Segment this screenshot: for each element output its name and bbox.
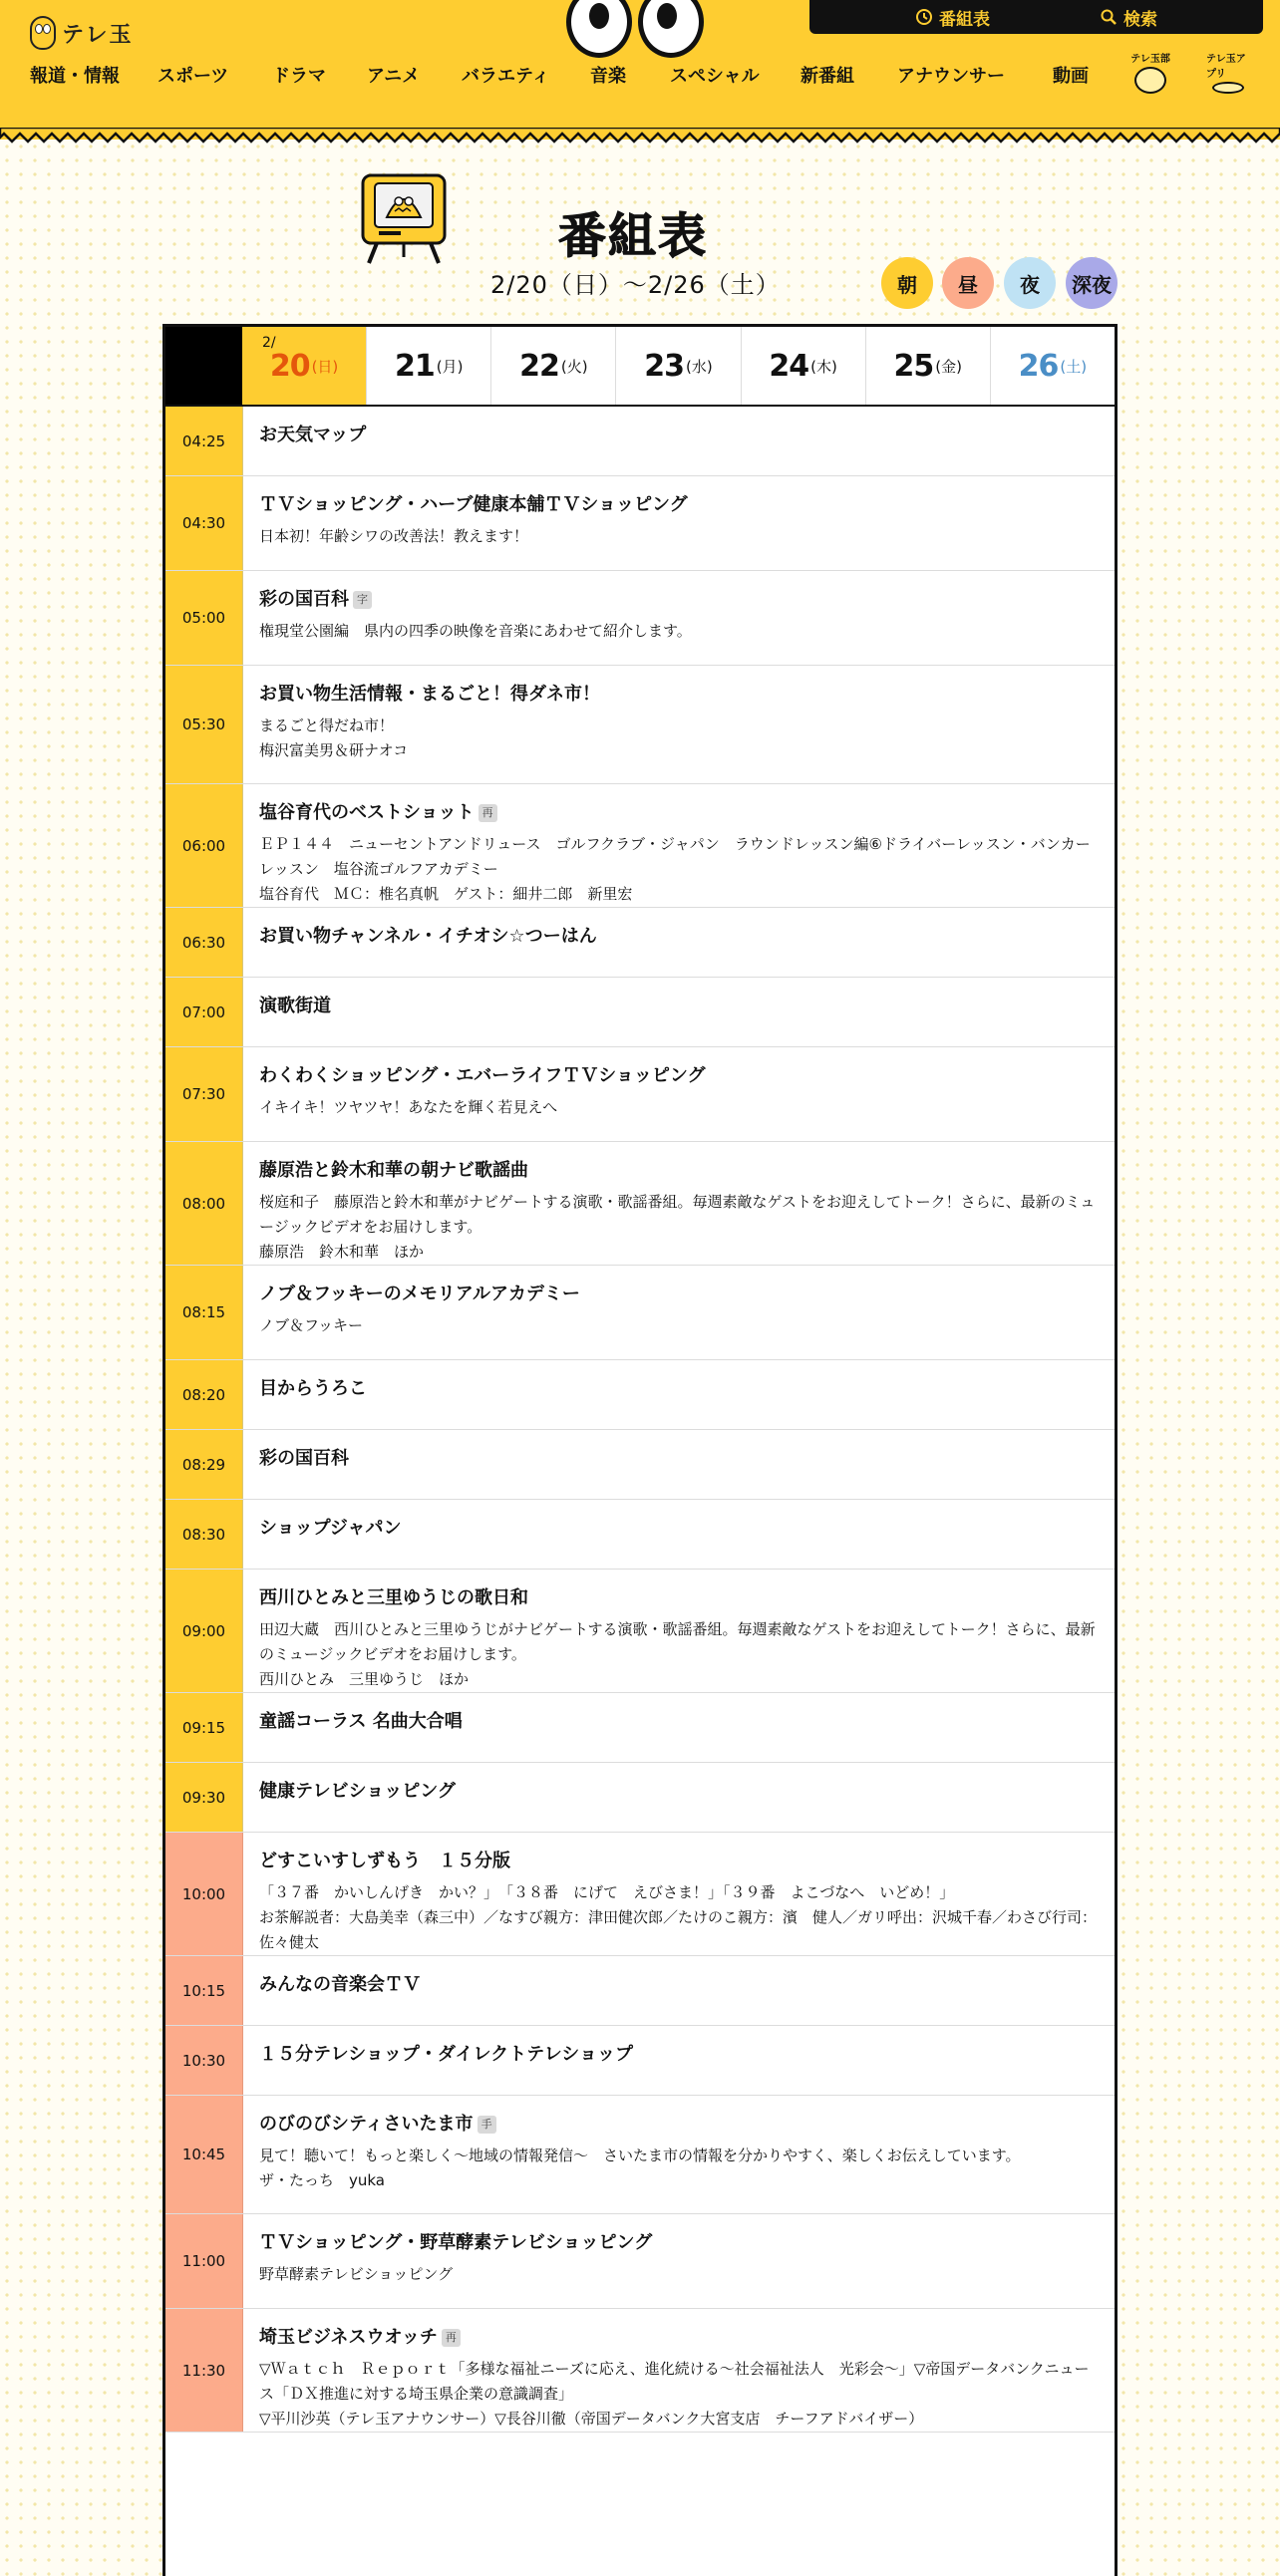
program-description-line: 梅沢富美男＆研ナオコ — [259, 741, 409, 759]
program-description-line: 野草酵素テレビショッピング — [259, 2265, 454, 2283]
program-title[interactable]: 西川ひとみと三里ゆうじの歌日和 — [259, 1587, 528, 1608]
program-info — [243, 2214, 1115, 2308]
program-description — [259, 832, 1099, 907]
date-tab-day: 23 — [644, 348, 684, 384]
program-title-wrap — [259, 1446, 1099, 1472]
program-info — [243, 1833, 1115, 1955]
date-tab-weekday: (火) — [560, 357, 588, 376]
schedule-table — [162, 324, 1118, 2576]
program-title[interactable]: のびのびシティさいたま市 — [259, 2114, 474, 2135]
program-description-line: ノブ＆フッキー — [259, 1316, 363, 1334]
club-mascot-icon — [1134, 67, 1166, 94]
program-start-time: 08:00 — [165, 1142, 243, 1265]
program-row[interactable] — [165, 666, 1115, 784]
program-title-wrap — [259, 1282, 1099, 1307]
program-row[interactable] — [165, 908, 1115, 978]
date-tab-weekday: (金) — [935, 357, 962, 376]
program-description — [259, 2262, 1099, 2287]
date-tab-month: 2/ — [262, 335, 276, 351]
date-tab-weekday: (月) — [436, 357, 464, 376]
program-title-wrap — [259, 1063, 1099, 1089]
program-info — [243, 1570, 1115, 1692]
program-title-wrap — [259, 1779, 1099, 1805]
program-start-time: 11:30 — [165, 2309, 243, 2432]
program-start-time: 10:45 — [165, 2096, 243, 2213]
time-of-day-day-button[interactable]: 昼 — [942, 257, 994, 309]
program-tag-badge: 再 — [442, 2329, 461, 2347]
program-start-time: 05:30 — [165, 666, 243, 783]
program-info — [243, 407, 1115, 475]
program-info — [243, 2096, 1115, 2213]
program-title-wrap — [259, 682, 1099, 708]
program-row[interactable] — [165, 1763, 1115, 1833]
nav-item-music[interactable]: 音楽 — [590, 66, 626, 87]
program-title[interactable]: お買い物チャンネル・イチオシ☆つーはん — [259, 926, 597, 947]
program-title[interactable]: お買い物生活情報・まるごと！得ダネ市！ — [259, 684, 600, 705]
program-title-wrap — [259, 587, 1099, 613]
program-start-time: 06:30 — [165, 908, 243, 977]
header-zigzag-edge — [0, 128, 1280, 149]
program-title-wrap — [259, 1849, 1099, 1874]
nav-item-sports[interactable]: スポーツ — [158, 66, 229, 87]
date-tab-21[interactable] — [366, 327, 490, 405]
program-description — [259, 1880, 1099, 1955]
program-title[interactable]: 彩の国百科 — [259, 1448, 349, 1469]
program-row[interactable] — [165, 476, 1115, 571]
program-title[interactable]: 彩の国百科 — [259, 589, 349, 610]
program-start-time: 10:30 — [165, 2026, 243, 2095]
program-description-line: ザ・たっち yuka — [259, 2171, 385, 2189]
date-header — [165, 327, 1115, 407]
site-logo[interactable] — [30, 16, 134, 50]
program-tag-badge: 手 — [478, 2116, 496, 2134]
nav-item-videos[interactable]: 動画 — [1053, 66, 1089, 87]
program-row[interactable] — [165, 978, 1115, 1047]
program-row[interactable] — [165, 1500, 1115, 1570]
date-tab-day: 22 — [519, 348, 559, 384]
nav-item-variety[interactable]: バラエティ — [462, 66, 550, 87]
program-info — [243, 571, 1115, 665]
program-title-wrap — [259, 1158, 1099, 1184]
program-title-wrap — [259, 2230, 1099, 2256]
program-description-line: 藤原浩 鈴木和華 ほか — [259, 1243, 425, 1261]
program-description — [259, 619, 1099, 644]
date-tab-day: 20 — [269, 348, 310, 384]
program-start-time: 10:15 — [165, 1956, 243, 2025]
program-info — [243, 1763, 1115, 1832]
program-description — [259, 1313, 1099, 1338]
date-tab-day: 26 — [1018, 348, 1059, 384]
date-tab-22[interactable] — [490, 327, 615, 405]
teletama-club-badge[interactable] — [1128, 50, 1172, 94]
right-eye-icon — [638, 0, 704, 58]
date-tab-20[interactable] — [242, 327, 366, 405]
program-row[interactable] — [165, 1430, 1115, 1500]
program-description-line: 日本初！年齢シワの改善法！教えます！ — [259, 527, 529, 545]
search-link[interactable] — [1100, 5, 1157, 30]
program-title[interactable]: 埼玉ビジネスウオッチ — [259, 2327, 438, 2348]
program-title[interactable]: ショップジャパン — [259, 1518, 402, 1539]
program-description-line: お茶解説者：大島美幸（森三中）／なすび親方：津田健次郎／たけのこ親方：濱 健人／ガリ呼出：沢城千春／わさび行司：佐々健太 — [259, 1908, 1098, 1951]
program-start-time: 10:00 — [165, 1833, 243, 1955]
program-info — [243, 1266, 1115, 1359]
program-tag-badge: 再 — [479, 804, 497, 822]
mascot-icon — [30, 16, 56, 50]
program-title-wrap — [259, 1516, 1099, 1542]
program-title-wrap — [259, 492, 1099, 518]
program-tag-badge: 字 — [353, 591, 372, 609]
program-row[interactable] — [165, 2096, 1115, 2214]
date-tab-day: 21 — [394, 348, 435, 384]
program-info — [243, 666, 1115, 783]
program-row[interactable] — [165, 2309, 1115, 2433]
program-title[interactable]: 藤原浩と鈴木和華の朝ナビ歌謡曲 — [259, 1160, 528, 1181]
program-title-wrap — [259, 2325, 1099, 2351]
program-row[interactable] — [165, 1833, 1115, 1956]
search-icon — [1100, 8, 1118, 26]
program-description-line: 田辺大蔵 西川ひとみと三里ゆうじがナビゲートする演歌・歌謡番組。毎週素敵なゲストをお迎えしてトーク！さらに、最新のミュージックビデオをお届けします。 — [259, 1620, 1096, 1663]
program-start-time: 08:15 — [165, 1266, 243, 1359]
mascot-eyes — [566, 0, 704, 58]
program-info — [243, 1430, 1115, 1499]
program-info — [243, 476, 1115, 570]
date-tab-weekday: (木) — [810, 357, 837, 376]
program-start-time: 04:30 — [165, 476, 243, 570]
program-title-wrap — [259, 994, 1099, 1019]
program-title[interactable]: わくわくショッピング・エバーライフＴＶショッピング — [259, 1065, 706, 1086]
page-title: 番組表 — [558, 208, 709, 264]
program-info — [243, 2309, 1115, 2432]
app-phone-icon — [1212, 82, 1244, 94]
search-link-label: 検索 — [1123, 9, 1157, 30]
date-tab-23[interactable] — [615, 327, 740, 405]
program-row[interactable] — [165, 1047, 1115, 1142]
program-description-line: 桜庭和子 藤原浩と鈴木和華がナビゲートする演歌・歌謡番組。毎週素敵なゲストをお迎えしてトーク！さらに、最新のミュージックビデオをお届けします。 — [259, 1193, 1096, 1236]
program-info — [243, 1693, 1115, 1762]
date-range: 2/20（日）〜2/26（土） — [490, 271, 781, 299]
program-title[interactable]: １５分テレショップ・ダイレクトテレショップ — [259, 2044, 633, 2065]
program-info — [243, 978, 1115, 1046]
logo-text: テレ玉 — [62, 22, 134, 48]
nav-item-special[interactable]: スペシャル — [670, 66, 760, 87]
tv-mascot-icon — [353, 167, 455, 269]
program-row[interactable] — [165, 2026, 1115, 2096]
program-description-line: まるごと得だね市！ — [259, 716, 395, 734]
time-of-day-morning-button[interactable]: 朝 — [881, 257, 933, 309]
program-start-time: 11:00 — [165, 2214, 243, 2308]
program-info — [243, 1360, 1115, 1429]
schedule-link[interactable] — [915, 5, 990, 30]
time-of-day-night-button[interactable]: 夜 — [1004, 257, 1056, 309]
program-description-line: ▽Ｗａｔｃｈ Ｒｅｐｏｒｔ「多様な福祉ニーズに応え、進化続ける～社会福祉法人 光彩会～」▽帝国データバンクニュース「ＤＸ推進に対する埼玉県企業の意識調査」 — [259, 2360, 1090, 2403]
program-start-time: 09:00 — [165, 1570, 243, 1692]
program-description-line: ▽平川沙英（テレ玉アナウンサー）▽長谷川徹（帝国データバンク大宮支店 チーフアドバイザー） — [259, 2410, 924, 2428]
clock-icon — [915, 8, 933, 26]
program-title[interactable]: お天気マップ — [259, 425, 367, 445]
schedule-link-label: 番組表 — [939, 9, 990, 30]
program-row[interactable] — [165, 2214, 1115, 2309]
program-description-line: 権現堂公園編 県内の四季の映像を音楽にあわせて紹介します。 — [259, 622, 692, 640]
program-title-wrap — [259, 1709, 1099, 1735]
nav-item-announcers[interactable]: アナウンサー — [897, 66, 1005, 87]
left-eye-icon — [566, 0, 632, 58]
program-info — [243, 1500, 1115, 1569]
program-title-wrap — [259, 2042, 1099, 2068]
program-start-time: 04:25 — [165, 407, 243, 475]
program-row[interactable] — [165, 1956, 1115, 2026]
teletama-app-badge[interactable] — [1206, 50, 1250, 94]
program-start-time: 07:00 — [165, 978, 243, 1046]
date-header-corner — [165, 327, 242, 405]
date-tab-24[interactable] — [741, 327, 865, 405]
badge-label: テレ玉アプリ — [1206, 54, 1246, 80]
date-tab-weekday: (日) — [311, 357, 339, 376]
date-tab-26[interactable] — [990, 327, 1115, 405]
nav-item-new-programs[interactable]: 新番組 — [800, 66, 854, 87]
program-title-wrap — [259, 2112, 1099, 2138]
program-info — [243, 1142, 1115, 1265]
nav-item-anime[interactable]: アニメ — [367, 66, 421, 87]
program-start-time: 06:00 — [165, 784, 243, 907]
program-description — [259, 2357, 1099, 2432]
program-title[interactable]: みんなの音楽会ＴＶ — [259, 1974, 421, 1995]
program-title[interactable]: 目からうろこ — [259, 1378, 367, 1399]
program-description-line: 見て！聴いて！もっと楽しく～地域の情報発信～ さいたま市の情報を分かりやすく、楽しくお伝えしています。 — [259, 2147, 1021, 2164]
program-info — [243, 784, 1115, 907]
nav-item-drama[interactable]: ドラマ — [272, 66, 326, 87]
program-row[interactable] — [165, 1360, 1115, 1430]
program-info — [243, 2026, 1115, 2095]
program-start-time: 09:30 — [165, 1763, 243, 1832]
program-row[interactable] — [165, 407, 1115, 476]
site-header — [0, 0, 1280, 140]
program-description — [259, 1095, 1099, 1120]
program-title[interactable]: ＴＶショッピング・ハーブ健康本舗ＴＶショッピング — [259, 494, 688, 515]
date-tab-25[interactable] — [865, 327, 990, 405]
program-title[interactable]: 健康テレビショッピング — [259, 1781, 456, 1802]
program-description — [259, 714, 1099, 763]
program-list — [165, 407, 1115, 2433]
program-start-time: 05:00 — [165, 571, 243, 665]
program-start-time: 09:15 — [165, 1693, 243, 1762]
program-title[interactable]: どすこいすしずもう １５分版 — [259, 1851, 510, 1871]
time-of-day-late-night-button[interactable]: 深夜 — [1066, 257, 1118, 309]
program-description-line: 西川ひとみ 三里ゆうじ ほか — [259, 1670, 470, 1688]
program-row[interactable] — [165, 571, 1115, 666]
program-info — [243, 1047, 1115, 1141]
top-utility-bar — [809, 0, 1263, 34]
program-start-time: 08:29 — [165, 1430, 243, 1499]
program-title-wrap — [259, 924, 1099, 950]
program-row[interactable] — [165, 1570, 1115, 1693]
program-start-time: 08:20 — [165, 1360, 243, 1429]
date-tab-weekday: (水) — [686, 357, 713, 376]
program-title-wrap — [259, 1972, 1099, 1998]
program-description-line: 「３７番 かいしんげき かい？」 「３８番 にげて えびさま！」「３９番 よこづなへ いどめ！」 — [259, 1883, 955, 1901]
program-start-time: 08:30 — [165, 1500, 243, 1569]
program-title-wrap — [259, 423, 1099, 448]
program-description-line: 塩谷育代 ＭＣ：椎名真帆 ゲスト：細井二郎 新里宏 — [259, 885, 633, 903]
program-row[interactable] — [165, 1266, 1115, 1360]
program-title-wrap — [259, 1585, 1099, 1611]
program-title-wrap — [259, 1376, 1099, 1402]
program-title[interactable]: 塩谷育代のベストショット — [259, 802, 475, 823]
program-info — [243, 1956, 1115, 2025]
program-description — [259, 2144, 1099, 2193]
program-title[interactable]: ＴＶショッピング・野草酵素テレビショッピング — [259, 2232, 653, 2253]
program-title-wrap — [259, 800, 1099, 826]
program-title[interactable]: ノブ＆フッキーのメモリアルアカデミー — [259, 1284, 580, 1304]
program-row[interactable] — [165, 1142, 1115, 1266]
program-description — [259, 1190, 1099, 1265]
program-row[interactable] — [165, 784, 1115, 908]
program-description-line: イキイキ！ツヤツヤ！あなたを輝く若見えへ — [259, 1098, 558, 1116]
nav-item-news[interactable]: 報道・情報 — [30, 66, 120, 87]
date-tab-weekday: (土) — [1060, 357, 1088, 376]
date-tab-day: 24 — [769, 348, 809, 384]
program-description — [259, 524, 1099, 549]
program-description — [259, 1617, 1099, 1692]
program-title[interactable]: 演歌街道 — [259, 996, 331, 1016]
program-row[interactable] — [165, 1693, 1115, 1763]
badge-label: テレ玉部 — [1130, 54, 1170, 65]
program-start-time: 07:30 — [165, 1047, 243, 1141]
program-title[interactable]: 童謡コーラス 名曲大合唱 — [259, 1711, 463, 1732]
program-description-line: ＥＰ１４４ ニューセントアンドリュース ゴルフクラブ・ジャパン ラウンドレッスン編⑥ドライバーレッスン・バンカーレッスン 塩谷流ゴルフアカデミー — [259, 835, 1091, 878]
date-tab-day: 25 — [893, 348, 934, 384]
program-info — [243, 908, 1115, 977]
